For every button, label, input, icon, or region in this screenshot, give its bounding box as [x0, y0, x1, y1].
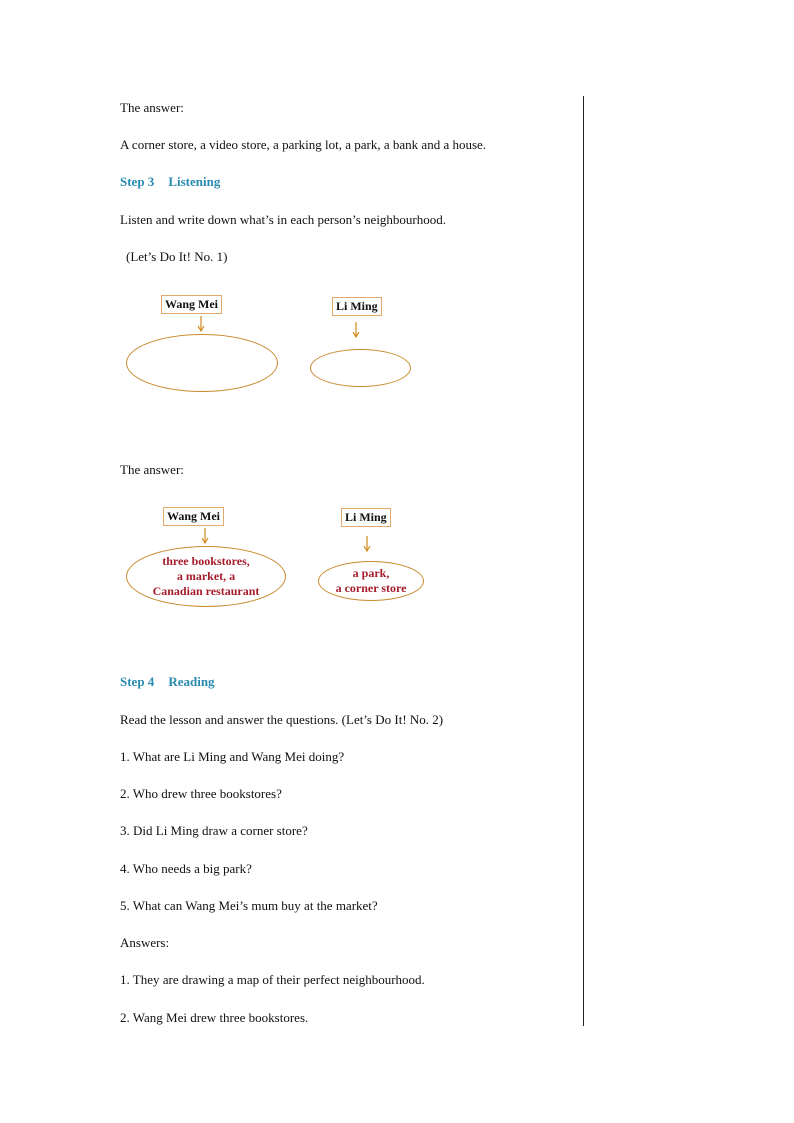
wang-mei-answer-label: Wang Mei	[163, 507, 224, 526]
wang-mei-answer-text: three bookstores, a market, a Canadian restaurant	[152, 554, 260, 598]
step3-number: Step 3	[120, 174, 155, 189]
vertical-rule	[583, 96, 584, 1026]
arrow-down-icon	[200, 528, 210, 546]
li-ming-answer-label: Li Ming	[341, 508, 391, 527]
li-ming-answer-ellipse	[318, 561, 424, 601]
step3-title: Listening	[168, 174, 221, 189]
answers-label: Answers:	[120, 935, 170, 950]
arrow-down-icon	[351, 322, 361, 340]
step4-number: Step 4	[120, 674, 155, 689]
li-ming-ellipse	[310, 349, 411, 387]
step4-title: Reading	[168, 674, 215, 689]
step4-instruction: Read the lesson and answer the questions. (Let’s Do It! No. 2)	[120, 712, 444, 727]
step3-answer-label: The answer:	[120, 462, 184, 477]
step3-heading	[120, 174, 220, 190]
answer-text: A corner store, a video store, a parking lot, a park, a bank and a house.	[120, 137, 487, 152]
answer-label: The answer:	[120, 100, 184, 115]
li-ming-answer-text: a park, a corner store	[335, 566, 407, 595]
li-ming-label: Li Ming	[332, 297, 382, 316]
question-item: 1. What are Li Ming and Wang Mei doing?	[120, 749, 345, 764]
wang-mei-label: Wang Mei	[161, 295, 222, 314]
question-item: 3. Did Li Ming draw a corner store?	[120, 823, 308, 838]
arrow-down-icon	[362, 536, 372, 554]
question-item: 5. What can Wang Mei’s mum buy at the market?	[120, 898, 378, 913]
arrow-down-icon	[196, 316, 206, 334]
step4-heading	[120, 674, 215, 690]
question-item: 4. Who needs a big park?	[120, 861, 252, 876]
wang-mei-answer-ellipse	[126, 546, 286, 607]
step3-reference: (Let’s Do It! No. 1)	[126, 249, 228, 264]
question-item: 2. Who drew three bookstores?	[120, 786, 282, 801]
answer-item: 2. Wang Mei drew three bookstores.	[120, 1010, 309, 1025]
step3-instruction: Listen and write down what’s in each person’s neighbourhood.	[120, 212, 447, 227]
answer-item: 1. They are drawing a map of their perfect neighbourhood.	[120, 972, 425, 987]
wang-mei-ellipse	[126, 334, 278, 392]
